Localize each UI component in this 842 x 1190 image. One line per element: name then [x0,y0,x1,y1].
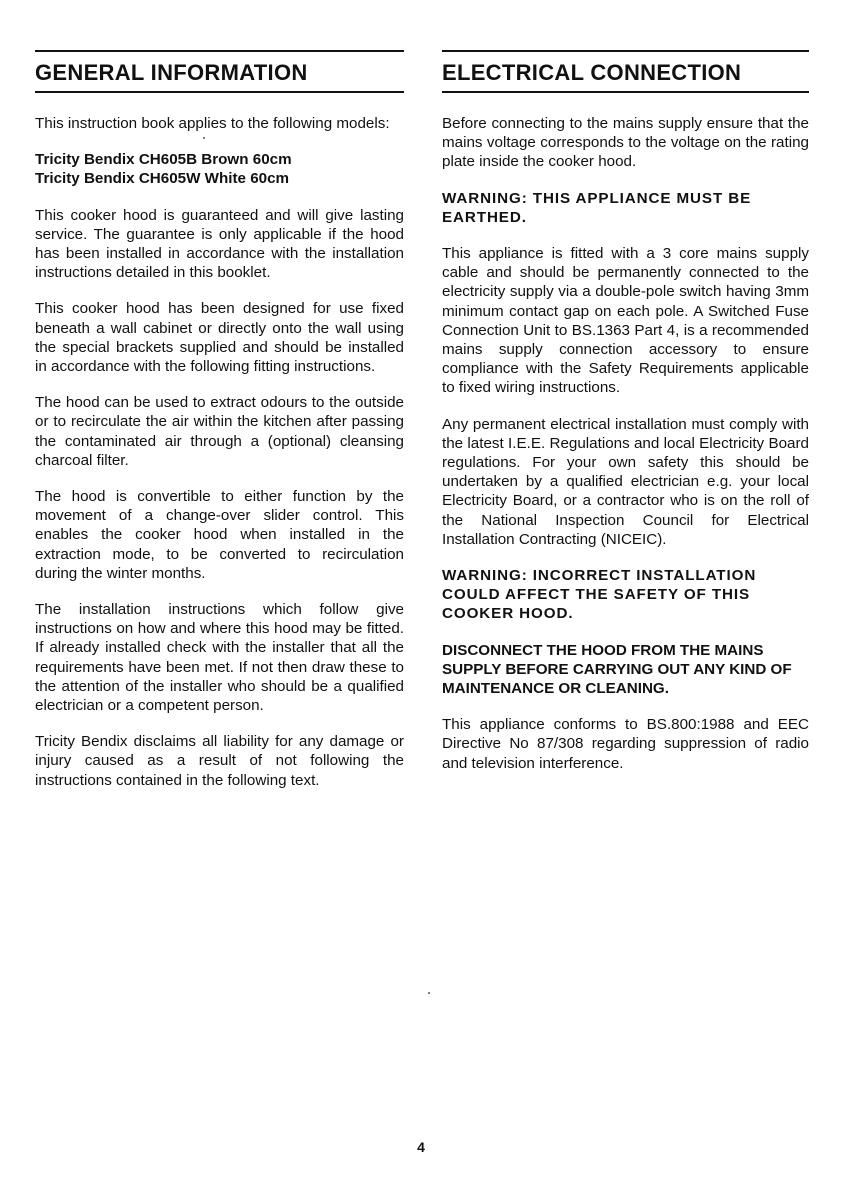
electrical-connection-heading: ELECTRICAL CONNECTION [442,50,809,93]
guarantee-paragraph: This cooker hood is guaranteed and will give lasting service. The guarantee is only applicable if the hood has been installed in accordance with the installation instructions detailed in this booklet. [35,206,404,282]
model-item: Tricity Bendix CH605W White 60cm [35,170,290,188]
cable-paragraph: This appliance is fitted with a 3 core mains supply cable and should be permanently connected to the electricity supply via a double-pole switch having 3mm minimum contact gap on each pole. A Switched Fuse Connection Unit to BS.1363 Part 4, is a recommended mains supply connection accessory to ensure compliance with the Safety Requirements applicable to fixed wiring instructions. [442,245,809,397]
models-list [35,150,404,188]
model-item: Tricity Bendix CH605B Brown 60cm [35,151,292,169]
installation-paragraph: The installation instructions which follow give instructions on how and where this hood may be fitted. If already installed check with the installer that all the requirements have been met. If not then draw these to the attention of the installer who should be a qualified electrician or a competent person. [35,601,404,715]
conformity-paragraph: This appliance conforms to BS.800:1988 and EEC Directive No 87/308 regarding suppression of radio and television interference. [442,716,809,772]
scan-speck [203,137,205,139]
design-paragraph: This cooker hood has been designed for use fixed beneath a wall cabinet or directly onto the wall using the special brackets supplied and should be installed in accordance with the following fitting instructions. [35,300,404,376]
earthed-warning: WARNING: THIS APPLIANCE MUST BE EARTHED. [442,189,752,226]
extraction-paragraph: The hood can be used to extract odours to the outside or to recirculate the air within the kitchen after passing the contaminated air through a (optional) cleansing charcoal filter. [35,394,404,469]
voltage-paragraph: Before connecting to the mains supply ensure that the mains voltage corresponds to the voltage on the rating plate inside the cooker hood. [442,115,809,171]
page-number: 4 [417,1139,425,1155]
scan-speck [428,992,430,994]
general-information-heading: GENERAL INFORMATION [35,50,404,93]
electrical-connection-column [442,50,809,790]
disconnect-notice: DISCONNECT THE HOOD FROM THE MAINS SUPPLY BEFORE CARRYING OUT ANY KIND OF MAINTENANCE OR CLEANING. [442,641,792,698]
convertible-paragraph: The hood is convertible to either function by the movement of a change-over slider control. This enables the cooker hood when installed in the extraction mode, to be converted to recirculation during the winter months. [35,488,404,582]
intro-paragraph: This instruction book applies to the following models: [35,115,390,132]
disclaimer-paragraph: Tricity Bendix disclaims all liability for any damage or injury caused as a result of not following the instructions contained in the following text. [35,733,404,789]
incorrect-installation-warning: WARNING: INCORRECT INSTALLATION COULD AFFECT THE SAFETY OF THIS COOKER HOOD. [442,567,757,623]
general-information-column [35,50,404,807]
regulations-paragraph: Any permanent electrical installation must comply with the latest I.E.E. Regulations and local Electricity Board regulations. For your own safety this should be undertaken by a qualified electrician e.g. your local Electricity Board, or a contractor who is on the roll of the National Inspection Council for Electrical Installation Contracting (NICEIC). [442,415,809,548]
